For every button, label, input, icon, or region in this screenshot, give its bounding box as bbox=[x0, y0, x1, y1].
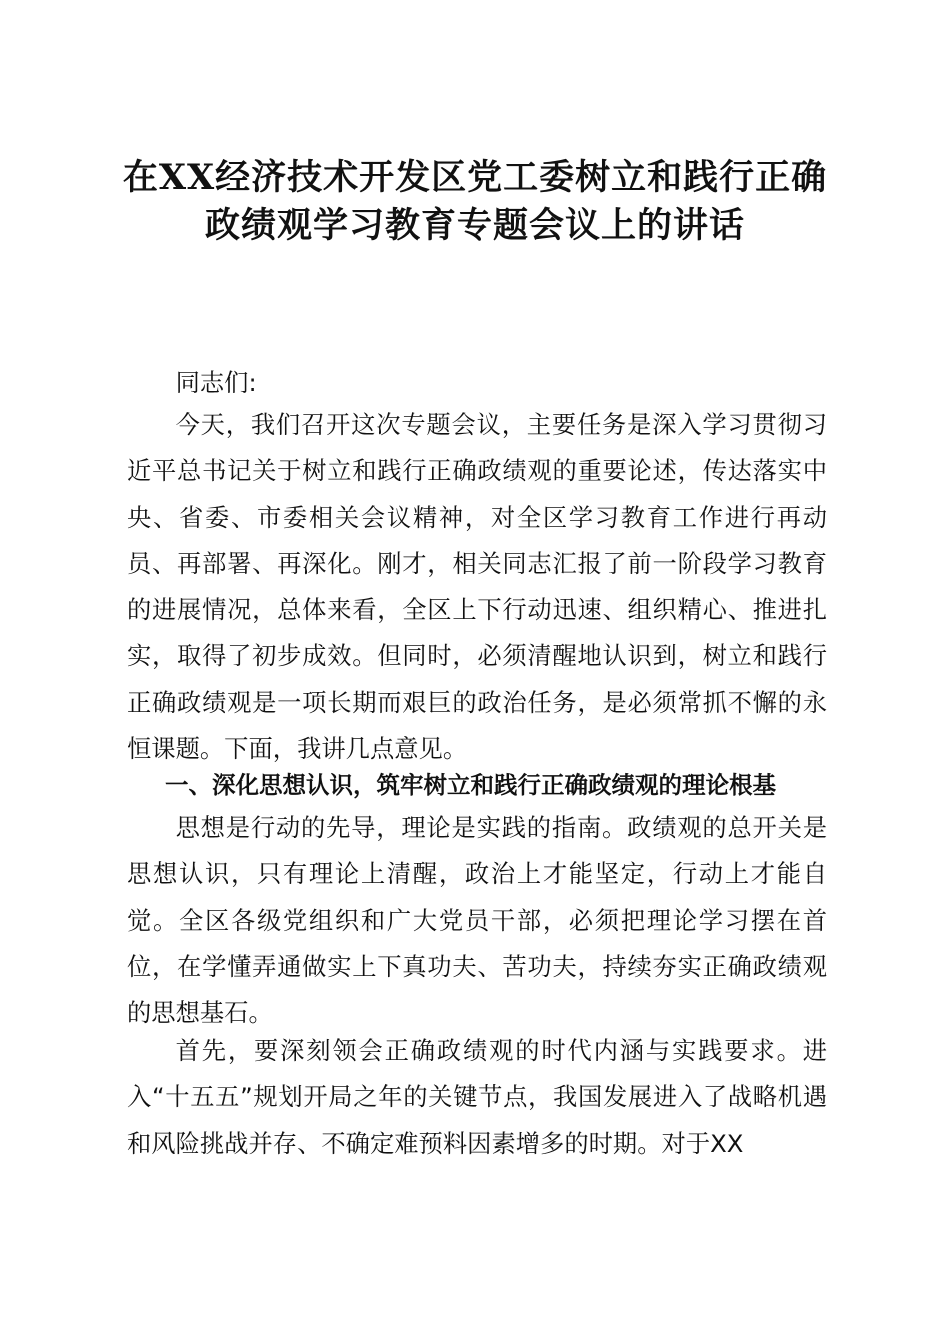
section-1-paragraph-1: 思想是行动的先导，理论是实践的指南。政绩观的总开关是思想认识，只有理论上清醒，政治上才能坚定，行动上才能自觉。全区各级党组织和广大党员干部，必须把理论学习摆在首位，在学懂弄通做实上下真功夫、苦功夫，持续夯实正确政绩观的思想基石。 bbox=[127, 813, 827, 1028]
document-title-line-1: 在XX经济技术开发区党工委树立和践行正确 bbox=[122, 157, 828, 198]
section-1-heading: 一、深化思想认识，筑牢树立和践行正确政绩观的理论根基 bbox=[165, 771, 776, 799]
greeting-paragraph: 同志们: bbox=[175, 368, 257, 397]
intro-paragraph: 今天，我们召开这次专题会议，主要任务是深入学习贯彻习近平总书记关于树立和践行正确政绩观的重要论述，传达落实中央、省委、市委相关会议精神，对全区学习教育工作进行再动员、再部署、再深化。刚才，相关同志汇报了前一阶段学习教育的进展情况，总体来看，全区上下行动迅速、组织精心、推进扎实，取得了初步成效。但同时，必须清醒地认识到，树立和践行正确政绩观是一项长期而艰巨的政治任务，是必须常抓不懈的永恒课题。下面，我讲几点意见。 bbox=[127, 410, 827, 764]
section-1-paragraph-2: 首先，要深刻领会正确政绩观的时代内涵与实践要求。进入“十五五”规划开局之年的关键节点，我国发展进入了战略机遇和风险挑战并存、不确定难预料因素增多的时期。对于XX bbox=[127, 1036, 827, 1158]
document-title-line-2: 政绩观学习教育专题会议上的讲话 bbox=[204, 205, 745, 246]
